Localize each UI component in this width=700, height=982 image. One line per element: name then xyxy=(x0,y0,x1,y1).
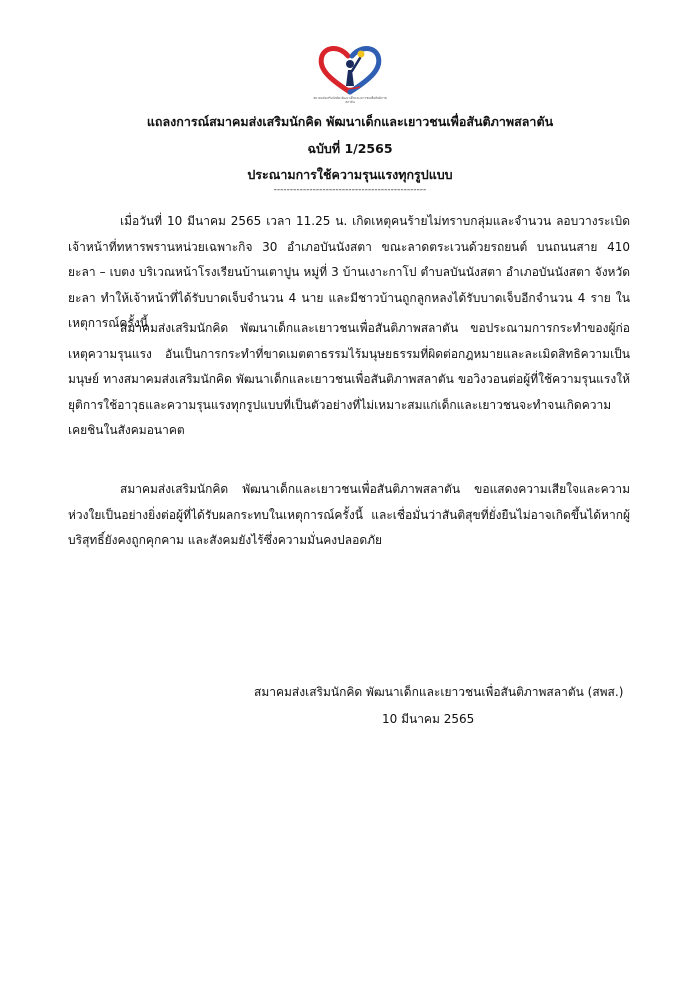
issue-number: ฉบับที่ 1/2565 xyxy=(307,141,393,156)
statement-title: แถลงการณ์สมาคมส่งเสริมนักคิด พัฒนาเด็กและเยาวชนเพื่อสันติภาพสลาตัน xyxy=(146,114,554,129)
paragraph-condemnation xyxy=(68,316,630,444)
signature-organization: สมาคมส่งเสริมนักคิด พัฒนาเด็กและเยาวชนเพื่อสันติภาพสลาตัน (สพส.) xyxy=(254,685,624,699)
paragraph-text: สมาคมส่งเสริมนักคิด พัฒนาเด็กและเยาวชนเพื่อสันติภาพสลาตัน ขอประณามการกระทำของผู้ก่อเหตุความรุนแรง อันเป็นการกระทำที่ขาดเมตตาธรรมไร้มนุษยธรรมที่ผิดต่อกฎหมายและละเมิดสิทธิความเป็นมนุษย์ ทางสมาคมส่งเสริมนักคิด พัฒนาเด็กและเยาวชนเพื่อสันติภาพสลาตัน ขอวิงวอนต่อผู้ที่ใช้ความรุนแรงให้ยุติการใช้อาวุธและความรุนแรงทุกรูปแบบที่เป็นตัวอย่างที่ไม่เหมาะสมแก่เด็กและเยาวชนจะทำจนเกิดความเคยชินในสังคมอนาคต xyxy=(68,321,630,437)
paragraph-text: เมื่อวันที่ 10 มีนาคม 2565 เวลา 11.25 น. เกิดเหตุคนร้ายไม่ทราบกลุ่มและจำนวน ลอบวางระเบิดเจ้าหน้าที่ทหารพรานหน่วยเฉพาะกิจ 30 อำเภอบันนังสตา ขณะลาดตระเวนด้วยรถยนต์ บนถนนสาย 410 ยะลา – เบตง บริเวณหน้าโรงเรียนบ้านเตาปูน หมู่ที่ 3 บ้านเงาะกาโป ตำบลบันนังสตา อำเภอบันนังสตา จังหวัดยะลา ทำให้เจ้าหน้าที่ได้รับบาดเจ็บจำนวน 4 นาย และมีชาวบ้านถูกลูกหลงได้รับบาดเจ็บอีกจำนวน 4 ราย ในเหตุการณ์ครั้งนี้ xyxy=(68,214,630,330)
signature-date: 10 มีนาคม 2565 xyxy=(382,712,475,726)
organization-logo xyxy=(310,40,390,108)
paragraph-condolence xyxy=(68,477,630,554)
logo-caption: สมาคมส่งเสริมนักคิด พัฒนาเด็กและเยาวชนเพื่อสันติภาพสลาตัน xyxy=(313,96,387,104)
paragraph-text: สมาคมส่งเสริมนักคิด พัฒนาเด็กและเยาวชนเพื่อสันติภาพสลาตัน ขอแสดงความเสียใจและความห่วงใยเป็นอย่างยิ่งต่อผู้ที่ได้รับผลกระทบในเหตุการณ์ครั้งนี้ และเชื่อมั่นว่าสันติสุขที่ยั่งยืนไม่อาจเกิดขึ้นได้หากผู้บริสุทธิ์ยังคงถูกคุกคาม และสังคมยังไร้ซึ่งความมั่นคงปลอดภัย xyxy=(68,482,630,547)
statement-subject: ประณามการใช้ความรุนแรงทุกรูปแบบ xyxy=(247,167,453,182)
heart-logo-icon xyxy=(310,40,390,96)
divider-line: ----------------------------------------------- xyxy=(273,185,427,195)
